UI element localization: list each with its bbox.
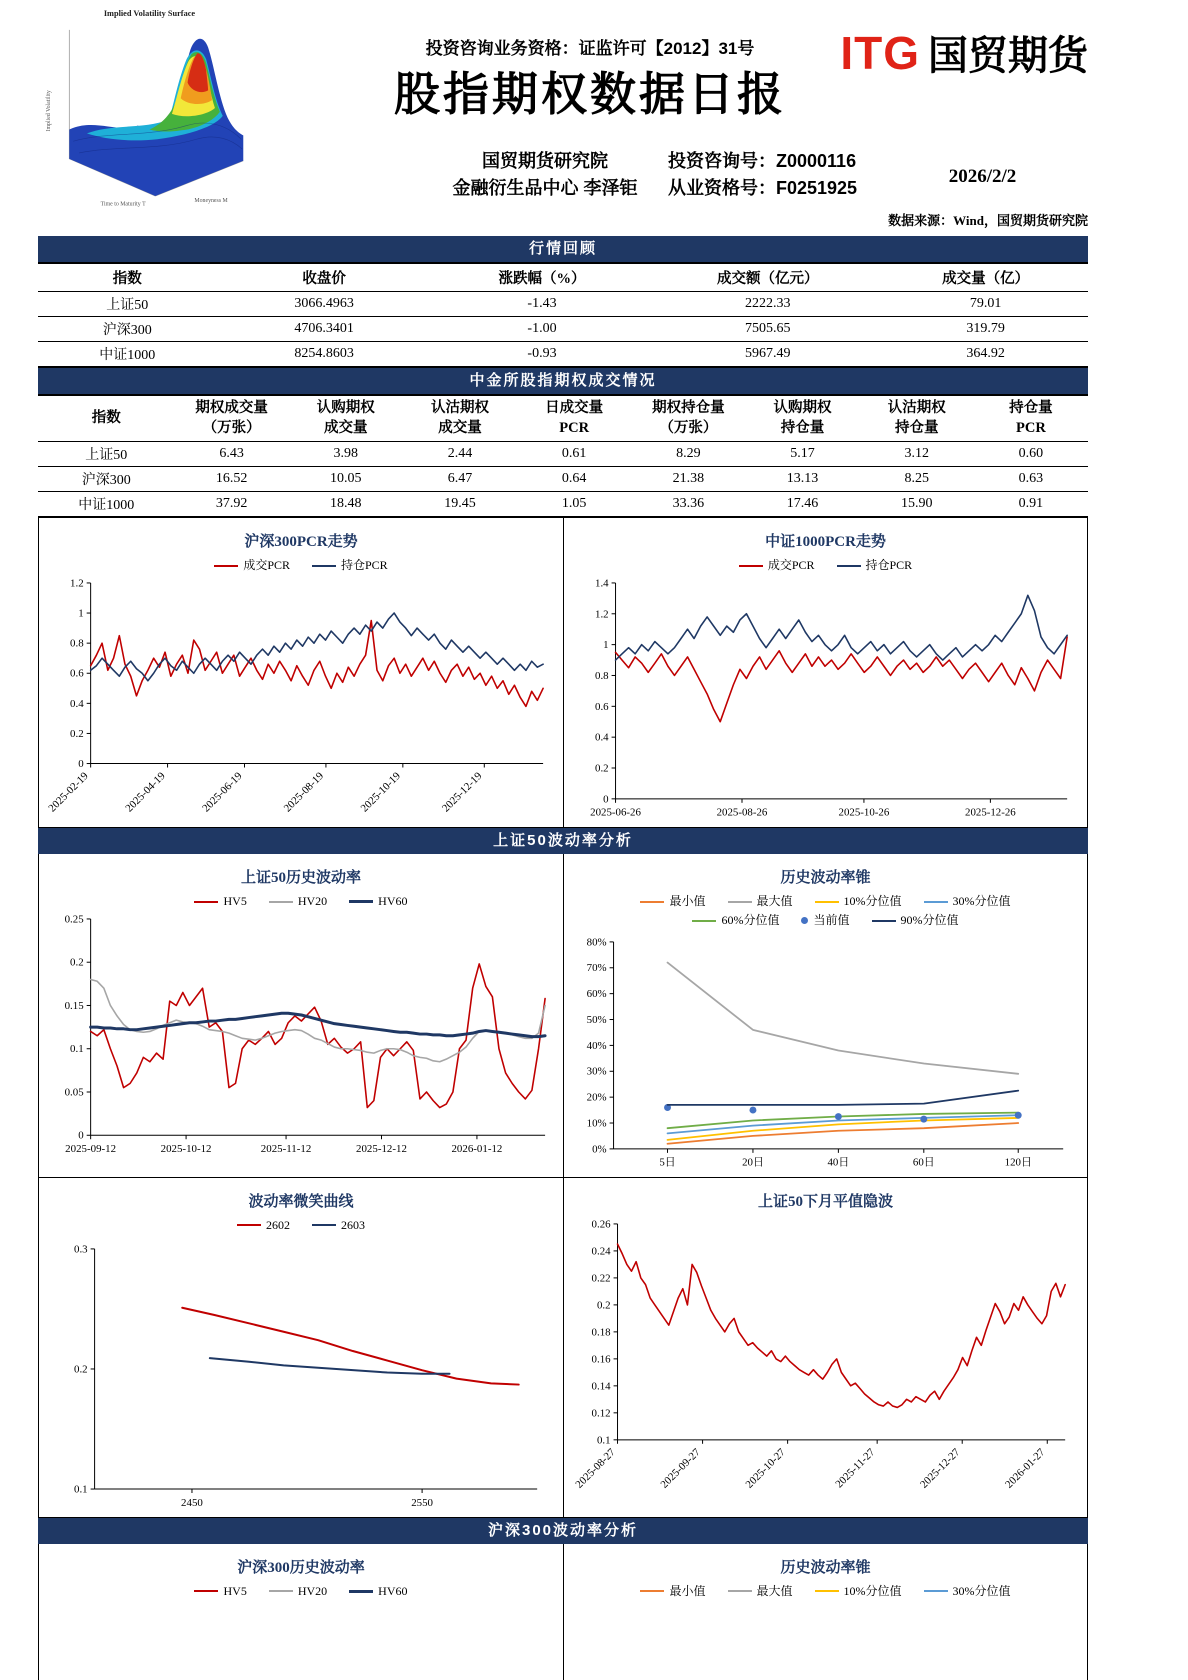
cert-number: 从业资格号：F0251925 xyxy=(668,178,858,198)
svg-text:0.15: 0.15 xyxy=(64,1000,84,1013)
table-cell: 沪深300 xyxy=(38,467,175,492)
org-dept-author: 金融衍生品中心 李泽钜 xyxy=(452,178,638,198)
hs300-cone-plot: 最小值 最大值 10%分位值 30%分位值 xyxy=(568,1582,1083,1601)
table-cell: 6.43 xyxy=(219,446,244,462)
table-cell: -1.43 xyxy=(527,296,557,311)
svg-text:0.1: 0.1 xyxy=(74,1483,88,1496)
svg-text:0.1: 0.1 xyxy=(70,1043,84,1056)
surface-y-label: Implied Volatility xyxy=(45,90,52,132)
column-header: 成交量（亿） xyxy=(942,271,1030,287)
table-cell: 5.17 xyxy=(790,446,815,462)
table-cell: 3.12 xyxy=(904,446,929,462)
hs300-hv-plot: HV5 HV20 HV60 xyxy=(43,1582,559,1601)
svg-text:1.2: 1.2 xyxy=(70,577,84,590)
options-volume-table xyxy=(38,394,1088,518)
svg-text:2025-10-19: 2025-10-19 xyxy=(358,770,403,815)
svg-text:1: 1 xyxy=(603,639,609,652)
svg-text:120日: 120日 xyxy=(1004,1156,1032,1169)
svg-text:0.3: 0.3 xyxy=(74,1243,88,1256)
column-header: 认购期权 持仓量 xyxy=(773,400,832,436)
svg-text:2025-09-27: 2025-09-27 xyxy=(658,1446,703,1491)
advisor-number: 投资咨询号：Z0000116 xyxy=(668,151,857,171)
svg-text:2025-12-26: 2025-12-26 xyxy=(965,806,1016,819)
table-cell: 16.52 xyxy=(175,467,289,492)
svg-text:5日: 5日 xyxy=(659,1156,676,1169)
table-cell: 8254.8603 xyxy=(217,342,432,368)
svg-text:0.24: 0.24 xyxy=(591,1245,611,1258)
svg-text:0.2: 0.2 xyxy=(595,762,609,775)
svg-text:2026-01-12: 2026-01-12 xyxy=(451,1143,503,1156)
table-cell: 1.05 xyxy=(517,492,631,518)
itg-logo xyxy=(840,24,1088,81)
hs300-pcr-chart xyxy=(39,518,563,827)
table-row xyxy=(38,442,1088,467)
svg-text:2025-10-26: 2025-10-26 xyxy=(838,806,890,819)
column-header: 认购期权 成交量 xyxy=(316,400,375,436)
hs300-pcr-plot: 成交PCR 持仓PCR 0 0.2 0.4 0.6 0.8 1 1.2 2025-02-19 2025-04-19 2025-06-19 2025-08-19 2025-10-19 2025-12-19 xyxy=(43,556,559,825)
table-cell: 18.48 xyxy=(289,492,403,518)
column-header: 涨跌幅（%） xyxy=(498,271,586,287)
sz50-hv-plot: HV5 HV20 HV60 0 0.05 0.1 0.15 0.2 0.25 2025-09-12 2025-10-12 2025-11-12 2025-12-12 2026-01-12 xyxy=(43,892,559,1161)
table-row xyxy=(38,317,1088,342)
svg-text:2025-06-26: 2025-06-26 xyxy=(590,806,641,819)
report-header xyxy=(0,0,1188,236)
implied-volatility-surface-image xyxy=(40,4,255,216)
svg-text:20日: 20日 xyxy=(742,1156,764,1169)
svg-text:0.8: 0.8 xyxy=(595,670,609,683)
sz50-vol-charts-row xyxy=(38,854,1088,1178)
table-cell: 15.90 xyxy=(860,492,974,518)
svg-text:30%: 30% xyxy=(586,1065,607,1078)
svg-text:1: 1 xyxy=(78,607,84,620)
svg-text:0.16: 0.16 xyxy=(591,1353,611,1366)
sz50-iv-plot xyxy=(568,1216,1083,1505)
svg-text:0.25: 0.25 xyxy=(64,913,84,926)
surface-z-label: Moneyness M xyxy=(194,197,228,204)
table-cell: 0.63 xyxy=(974,467,1088,492)
section-bar-hs300-vol: 沪深300波动率分析 xyxy=(38,1518,1088,1544)
table-cell: 2222.33 xyxy=(745,296,791,311)
table-cell: -0.93 xyxy=(432,342,653,368)
svg-text:20%: 20% xyxy=(586,1091,607,1104)
svg-text:40日: 40日 xyxy=(827,1156,850,1169)
table-cell: 79.01 xyxy=(969,296,1002,311)
chart-title: 历史波动率锥 xyxy=(780,870,871,887)
hs300-hv-chart xyxy=(39,1544,563,1680)
license-info xyxy=(668,148,857,202)
svg-text:2025-12-19: 2025-12-19 xyxy=(439,770,485,815)
svg-text:80%: 80% xyxy=(586,936,607,949)
svg-text:1.2: 1.2 xyxy=(595,608,609,621)
svg-text:0.6: 0.6 xyxy=(70,667,84,680)
svg-text:50%: 50% xyxy=(586,1014,607,1027)
table-cell: 6.47 xyxy=(403,467,517,492)
svg-text:0.2: 0.2 xyxy=(70,956,84,969)
table-cell: 19.45 xyxy=(403,492,517,518)
svg-text:60日: 60日 xyxy=(912,1156,935,1169)
svg-text:0.8: 0.8 xyxy=(70,637,84,650)
svg-text:2025-02-19: 2025-02-19 xyxy=(46,770,91,815)
smile-chart xyxy=(39,1178,563,1517)
sz50-cone-chart xyxy=(563,854,1087,1177)
svg-text:2025-06-19: 2025-06-19 xyxy=(200,770,245,815)
svg-text:2025-12-12: 2025-12-12 xyxy=(356,1143,407,1156)
sz50-iv-chart xyxy=(563,1178,1087,1517)
column-header: 期权持仓量 （万张） xyxy=(652,400,725,436)
table-cell: 3066.4963 xyxy=(294,296,354,311)
svg-text:0: 0 xyxy=(78,1129,84,1142)
hs300-vol-charts-row xyxy=(38,1544,1088,1680)
svg-text:2026-01-27: 2026-01-27 xyxy=(1003,1446,1048,1491)
svg-text:2025-11-27: 2025-11-27 xyxy=(833,1446,878,1491)
hs300-cone-chart xyxy=(563,1544,1087,1680)
table-cell: 319.79 xyxy=(883,317,1088,342)
svg-text:2450: 2450 xyxy=(181,1496,203,1509)
svg-text:0.05: 0.05 xyxy=(64,1086,84,1099)
table-cell: 10.05 xyxy=(289,467,403,492)
chart-title: 上证50下月平值隐波 xyxy=(757,1193,893,1210)
table-cell: 3.98 xyxy=(333,446,359,462)
chart-title: 沪深300PCR走势 xyxy=(244,534,358,551)
table-row xyxy=(38,467,1088,492)
table-cell: 0.61 xyxy=(561,446,587,462)
svg-text:0.12: 0.12 xyxy=(591,1407,611,1420)
table-cell: 4706.3401 xyxy=(217,317,432,342)
section-bar-sz50-vol: 上证50波动率分析 xyxy=(38,828,1088,854)
chart-title: 上证50历史波动率 xyxy=(240,870,361,887)
column-header: 期权成交量 （万张） xyxy=(195,400,268,436)
column-header: 收盘价 xyxy=(302,271,346,287)
table-cell: 8.25 xyxy=(860,467,974,492)
chart-title: 历史波动率锥 xyxy=(780,1559,871,1576)
svg-text:70%: 70% xyxy=(586,962,607,975)
svg-text:2025-11-12: 2025-11-12 xyxy=(260,1143,312,1156)
svg-text:0.14: 0.14 xyxy=(591,1380,611,1393)
svg-text:0.1: 0.1 xyxy=(596,1434,611,1447)
table-cell: 沪深300 xyxy=(38,317,217,342)
svg-text:2025-09-12: 2025-09-12 xyxy=(65,1143,117,1156)
report-date: 2026/2/2 xyxy=(948,166,1017,187)
chart-title: 沪深300历史波动率 xyxy=(237,1559,365,1576)
svg-text:0.6: 0.6 xyxy=(595,700,609,713)
org-name: 国贸期货研究院 xyxy=(482,151,608,171)
table-cell: -1.00 xyxy=(432,317,653,342)
table-cell: 0.91 xyxy=(974,492,1088,518)
zz1000-pcr-chart xyxy=(563,518,1087,827)
column-header: 指数 xyxy=(112,271,142,287)
table-cell: 上证50 xyxy=(85,448,128,464)
qualification-line: 投资咨询业务资格：证监许可【2012】31号 xyxy=(425,39,755,58)
column-header: 成交额（亿元） xyxy=(717,271,819,287)
itg-brand-name: 国贸期货 xyxy=(928,34,1088,78)
surface-x-label: Time to Maturity T xyxy=(100,201,146,208)
svg-text:0.4: 0.4 xyxy=(70,697,84,710)
section-bar-market-review: 行情回顾 xyxy=(38,236,1088,262)
svg-text:2025-08-27: 2025-08-27 xyxy=(573,1446,618,1491)
zz1000-pcr-plot: 成交PCR 持仓PCR 0 0.2 0.4 0.6 0.8 1 1.2 1.4 2025-06-26 2025-08-26 2025-10-26 2025-12-26 xyxy=(568,556,1083,825)
sz50-hv-chart xyxy=(39,854,563,1177)
column-header: 指数 xyxy=(91,409,121,426)
table-cell: 5967.49 xyxy=(652,342,883,368)
column-header: 持仓量 PCR xyxy=(1009,400,1053,436)
svg-text:0.2: 0.2 xyxy=(596,1299,611,1312)
table-cell: 13.13 xyxy=(745,467,859,492)
svg-text:2025-10-27: 2025-10-27 xyxy=(743,1446,788,1491)
itg-logo-mark: ITG xyxy=(840,27,920,79)
report-title: 股指期权数据日报 xyxy=(394,68,786,120)
table-cell: 7505.65 xyxy=(652,317,883,342)
svg-text:0: 0 xyxy=(603,793,609,806)
column-header: 认沽期权 持仓量 xyxy=(887,400,946,436)
svg-text:2025-10-12: 2025-10-12 xyxy=(160,1143,212,1156)
column-header: 认沽期权 成交量 xyxy=(430,400,489,436)
pcr-charts-row xyxy=(38,518,1088,828)
table-cell: 37.92 xyxy=(175,492,289,518)
chart-title: 中证1000PCR走势 xyxy=(765,534,886,551)
table-cell: 17.46 xyxy=(745,492,859,518)
volatility-surface-svg xyxy=(40,4,255,212)
table-cell: 上证50 xyxy=(106,298,149,313)
svg-text:0.2: 0.2 xyxy=(74,1363,88,1376)
sz50-smile-iv-row xyxy=(38,1178,1088,1518)
data-source-note: 数据来源：Wind，国贸期货研究院 xyxy=(888,213,1088,228)
svg-text:2025-04-19: 2025-04-19 xyxy=(123,770,168,815)
table-cell: 8.29 xyxy=(676,446,701,462)
table-cell: 2.44 xyxy=(447,446,473,462)
table-row xyxy=(38,492,1088,518)
svg-text:1.4: 1.4 xyxy=(595,577,609,590)
section-bar-cffex-volume: 中金所股指期权成交情况 xyxy=(38,368,1088,394)
table-cell: 中证1000 xyxy=(38,342,217,368)
svg-text:0.4: 0.4 xyxy=(595,731,609,744)
report-content xyxy=(38,236,1088,1680)
svg-text:10%: 10% xyxy=(586,1117,607,1130)
table-cell: 364.92 xyxy=(883,342,1088,368)
chart-title: 波动率微笑曲线 xyxy=(248,1193,354,1210)
org-info xyxy=(430,148,660,202)
svg-text:2025-08-19: 2025-08-19 xyxy=(281,770,327,815)
svg-text:2025-12-27: 2025-12-27 xyxy=(917,1446,963,1491)
table-row xyxy=(38,342,1088,368)
table-cell: 21.38 xyxy=(631,467,745,492)
svg-text:2025-08-26: 2025-08-26 xyxy=(716,806,768,819)
svg-text:0.18: 0.18 xyxy=(591,1326,611,1339)
svg-text:0.26: 0.26 xyxy=(591,1218,611,1231)
svg-text:40%: 40% xyxy=(586,1040,607,1053)
table-cell: 0.64 xyxy=(517,467,631,492)
smile-plot: 2602 2603 0.1 0.2 0.3 2450 2550 xyxy=(43,1216,559,1515)
svg-text:0.22: 0.22 xyxy=(591,1272,611,1285)
svg-text:0%: 0% xyxy=(592,1143,607,1156)
svg-text:2550: 2550 xyxy=(411,1496,434,1509)
sz50-cone-plot: 最小值 最大值 10%分位值 30%分位值 60%分位值 当前值 90%分位值 0% 10% 20% 30% 40% 50% 60% 70% 80% 5日 20日 40日 60日 120日 xyxy=(586,894,1032,1169)
svg-text:0: 0 xyxy=(78,758,84,771)
table-row xyxy=(38,292,1088,317)
table-cell: 33.36 xyxy=(631,492,745,518)
market-review-table xyxy=(38,262,1088,368)
surface-title: Implied Volatility Surface xyxy=(103,9,196,19)
table-cell: 中证1000 xyxy=(38,492,175,518)
column-header: 日成交量 PCR xyxy=(545,400,604,436)
svg-text:60%: 60% xyxy=(586,988,607,1001)
svg-text:0.2: 0.2 xyxy=(70,728,84,741)
table-cell: 0.60 xyxy=(1018,446,1044,462)
